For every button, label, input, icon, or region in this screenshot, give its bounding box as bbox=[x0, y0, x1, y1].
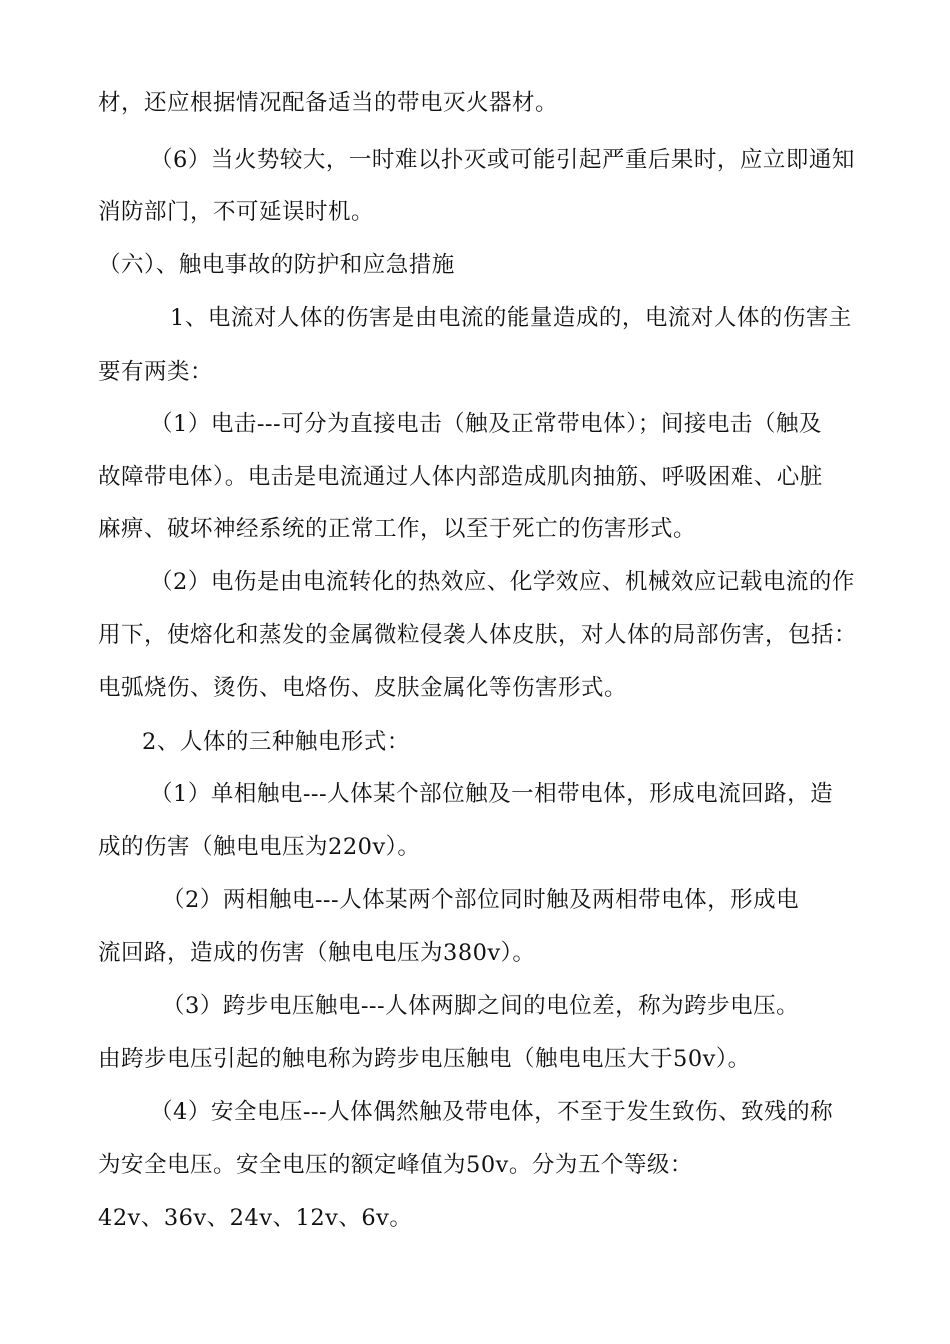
text-line-9: 麻痹、破坏神经系统的正常工作，以至于死亡的伤害形式。 bbox=[98, 516, 697, 542]
section-heading: （六）、触电事故的防护和应急措施 bbox=[98, 252, 455, 278]
text-line-3: 消防部门，不可延误时机。 bbox=[98, 199, 375, 225]
text-line-19: 由跨步电压引起的触电称为跨步电压触电（触电电压大于50v）。 bbox=[98, 1046, 751, 1072]
text-line-1: 材，还应根据情况配备适当的带电灭火器材。 bbox=[98, 90, 559, 116]
text-line-13: 2、人体的三种触电形式： bbox=[142, 729, 410, 755]
text-line-6: 要有两类： bbox=[98, 359, 214, 385]
text-line-7: （1）电击---可分为直接电击（触及正常带电体）；间接电击（触及 bbox=[150, 411, 822, 437]
text-line-20: （4）安全电压---人体偶然触及带电体，不至于发生致伤、致残的称 bbox=[150, 1099, 834, 1125]
text-line-12: 电弧烧伤、烫伤、电烙伤、皮肤金属化等伤害形式。 bbox=[98, 675, 628, 701]
text-line-22: 42v、36v、24v、12v、6v。 bbox=[98, 1205, 413, 1231]
text-line-10: （2）电伤是由电流转化的热效应、化学效应、机械效应记载电流的作 bbox=[150, 569, 855, 595]
text-line-15: 成的伤害（触电电压为220v）。 bbox=[98, 834, 421, 860]
text-line-8: 故障带电体）。电击是电流通过人体内部造成肌肉抽筋、呼吸困难、心脏 bbox=[98, 464, 823, 490]
text-line-17: 流回路，造成的伤害（触电电压为380v）。 bbox=[98, 940, 536, 966]
text-line-5: 1、电流对人体的伤害是由电流的能量造成的，电流对人体的伤害主 bbox=[170, 305, 852, 331]
text-line-16: （2）两相触电---人体某两个部位同时触及两相带电体，形成电 bbox=[162, 887, 800, 913]
text-line-2: （6）当火势较大，一时难以扑灭或可能引起严重后果时，应立即通知 bbox=[150, 147, 855, 173]
text-line-18: （3）跨步电压触电---人体两脚之间的电位差，称为跨步电压。 bbox=[162, 993, 800, 1019]
text-line-14: （1）单相触电---人体某个部位触及一相带电体，形成电流回路，造 bbox=[150, 781, 834, 807]
text-line-21: 为安全电压。安全电压的额定峰值为50v。分为五个等级： bbox=[98, 1152, 693, 1178]
text-line-11: 用下，使熔化和蒸发的金属微粒侵袭人体皮肤，对人体的局部伤害，包括： bbox=[98, 622, 858, 648]
